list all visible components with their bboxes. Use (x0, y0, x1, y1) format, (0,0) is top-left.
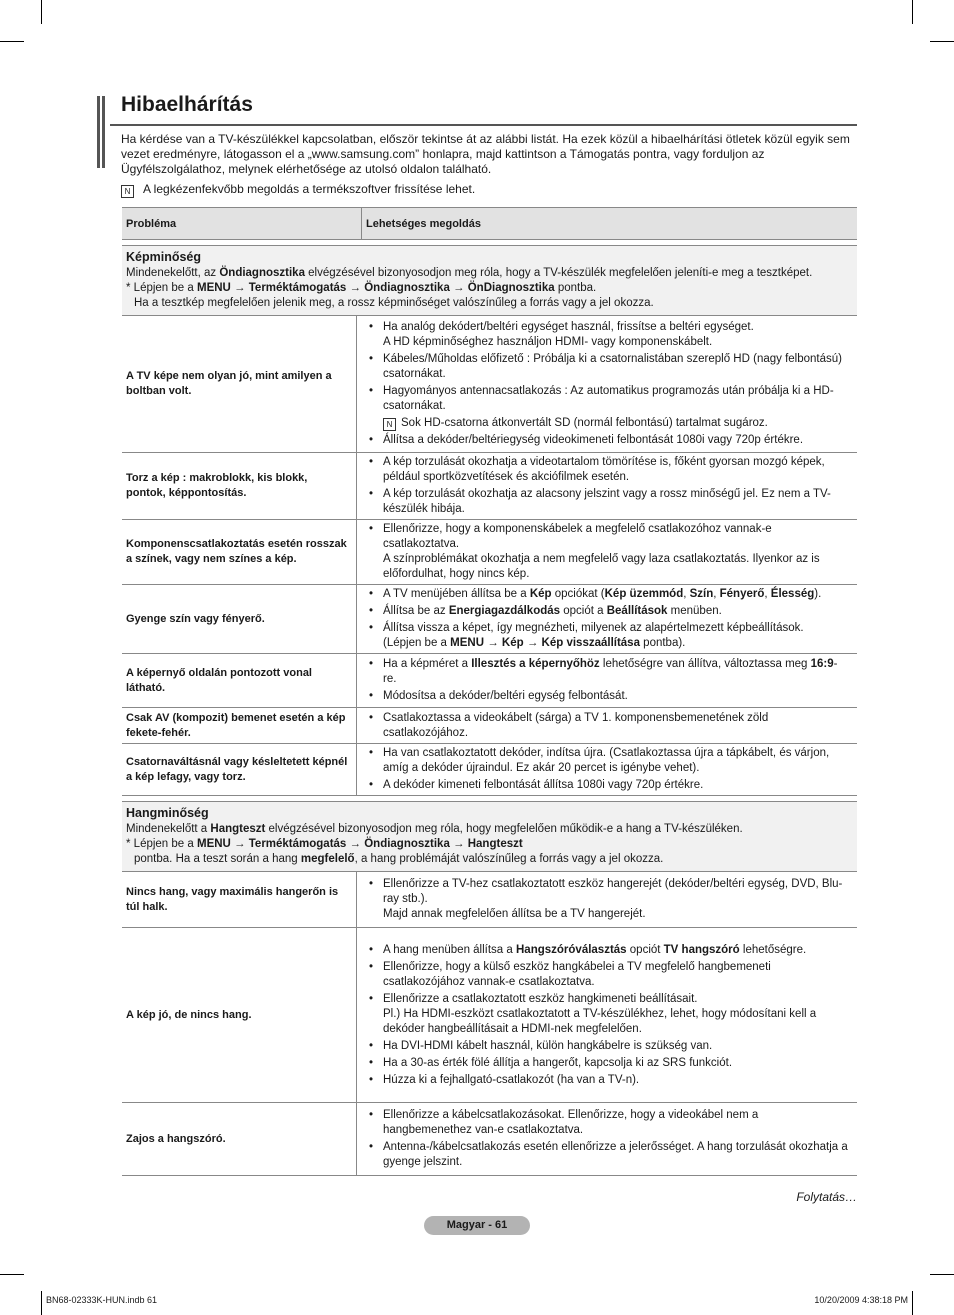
section-line: Ha a tesztkép megfelelően jelenik meg, a rossz képminőséget valószínűleg a forrás vagy a jel okozza. (134, 297, 654, 309)
solution-cell: • Ha van csatlakoztatott dekóder, indítsa újra. (Csatlakoztassa újra a tápkábelt, és várjon, amíg a dekóder újraindul. Ez akár 20 percet is igénybe vehet). • A dekóder kimeneti felbontását állítsa 1080i vagy 720p értékre. (369, 747, 830, 791)
troubleshooting-table (122, 207, 857, 1176)
section-line: Mindenekelőtt, az Öndiagnosztika elvégzésével bizonyosodjon meg róla, hogy a TV-készülék megfelelően jeleníti-e meg a tesztképet. (126, 267, 813, 279)
table-row (122, 520, 857, 585)
section-line: * Lépjen be a MENU → Terméktámogatás → Öndiagnosztika → Hangteszt (126, 838, 523, 850)
crop-mark (41, 1291, 42, 1315)
table-row (122, 1103, 857, 1176)
page-title: Hibaelhárítás (121, 93, 253, 116)
crop-mark (41, 0, 42, 24)
solution-cell: • A kép torzulását okozhatja a videotartalom tömörítése is, főként gyorsan mozgó képek, például sportközvetítések és akciófilmek esetén. • A kép torzulását okozhatja az alacsony jelszint vagy a rossz minőségű jel. Ez nem a TV-készülék hibája. (369, 456, 831, 515)
note-icon: N (121, 185, 134, 198)
problem-cell: Nincs hang, vagy maximális hangerőn is túl halk. (122, 872, 357, 927)
note-icon: N (383, 418, 396, 431)
problem-cell: Zajos a hangszóró. (122, 1103, 357, 1175)
problem-cell: Gyenge szín vagy fényerő. (122, 585, 357, 653)
crop-mark (912, 0, 913, 24)
problem-cell: Csak AV (kompozit) bemenet esetén a kép fekete-fehér. (122, 708, 357, 743)
page-number-badge: Magyar - 61 (424, 1216, 530, 1235)
note-text: A legkézenfekvőbb megoldás a termékszoftver frissítése lehet. (143, 182, 476, 196)
solution-cell: • A hang menüben állítsa a Hangszóróválasztás opciót TV hangszóró lehetőségre. • Ellenőrizze, hogy a külső eszköz hangkábelei a TV megfelelő hangbemeneti csatlakozójához vannak-e csatlakoztatva. • Ellenőrizze a csatlakoztatott eszköz hangkimeneti beállításait. Pl.) Ha HDMI-eszközt csatlakoztatott a TV-készülékhez, lehet, hogy módosítani kell a dekóder hangbeállításait a HDMI-nek megfelelően. • Ha DVI-HDMI kábelt használ, külön hangkábelre is szükség van. • Ha a 30-as érték fölé állítja a hangerőt, kapcsolja ki az SRS funkciót. • Húzza ki a fejhallgató-csatlakozót (ha van a TV-n). (369, 943, 817, 1086)
table-row (122, 928, 857, 1103)
column-header-problem: Probléma (122, 208, 362, 239)
intro-paragraph: Ha kérdése van a TV-készülékkel kapcsolatban, először tekintse át az alábbi listát. Ha ezek közül a hibaelhárítási ötletek közül egyik sem vezet eredményre, látogasson el a „www.samsung.com” honlapra, majd kattintson a Támogatás pontra, vagy forduljon az Ügyfélszolgálathoz, melynek elérhetősége az utolsó oldalon található. (121, 132, 850, 176)
table-row (122, 872, 857, 928)
crop-mark (930, 1274, 954, 1275)
footer-timestamp: 10/20/2009 4:38:18 PM (814, 1295, 908, 1305)
solution-cell: • Ellenőrizze a TV-hez csatlakoztatott eszköz hangerejét (dekóder/beltéri egység, DVD, Blu-ray stb.). Majd annak megfelelően állítsa be a TV hangerejét. (369, 878, 843, 920)
problem-cell: A képernyő oldalán pontozott vonal látható. (122, 654, 357, 707)
problem-cell: Torz a kép : makroblokk, kis blokk, pontok, képpontosítás. (122, 453, 357, 519)
table-row (122, 316, 857, 453)
problem-cell: A kép jó, de nincs hang. (122, 928, 357, 1102)
problem-cell: Komponenscsatlakoztatás esetén rosszak a színek, vagy nem színes a kép. (122, 520, 357, 584)
table-row (122, 585, 857, 654)
section-line: Mindenekelőtt a Hangteszt elvégzésével bizonyosodjon meg róla, hogy megfelelően működik-e a hang a TV-készüléken. (126, 823, 743, 835)
crop-mark (0, 1274, 24, 1275)
solution-cell: • Ellenőrizze a kábelcsatlakozásokat. Ellenőrizze, hogy a videokábel nem a hangbemenethez van-e csatlakoztatva. • Antenna-/kábelcsatlakozás esetén ellenőrizze a jelerősséget. A hang torzulását okozhatja a gyenge jelszint. (369, 1109, 848, 1168)
continued-label: Folytatás… (796, 1190, 857, 1204)
section-heading: Képminőség (126, 250, 202, 264)
section-heading: Hangminőség (126, 806, 209, 820)
section-line: pontba. Ha a teszt során a hang megfelelő, a hang problémáját valószínűleg a forrás vagy a jel okozza. (134, 853, 664, 865)
title-divider (110, 124, 857, 126)
solution-cell: • Ha analóg dekódert/beltéri egységet használ, frissítse a beltéri egységet. A HD képminőséghez használjon HDMI- vagy komponenskábelt. • Kábeles/Műholdas előfizető : Próbálja ki a csatornalistában szereplő HD (nagy felbontású) csatornákat. • Hagyományos antennacsatlakozás : Az automatikus programozás után próbálja ki a HD-csatornákat. N Sok HD-csatorna átkonvertált SD (normál felbontású) tartalmat sugároz. • Állítsa a dekóder/beltériegység videokimeneti felbontását 1080i vagy 720p értékre. (369, 321, 842, 446)
solution-cell: • Ellenőrizze, hogy a komponenskábelek a megfelelő csatlakozóhoz vannak-e csatlakoztatva. A színproblémákat okozhatja a nem megfelelő vagy laza csatlakoztatás. Ilyenkor az is előfordulhat, hogy nincs kép. (369, 523, 820, 580)
solution-cell: • Csatlakoztassa a videokábelt (sárga) a TV 1. komponensbemenetének zöld csatlakozójához. (369, 711, 769, 739)
table-header (122, 207, 857, 240)
problem-cell: A TV képe nem olyan jó, mint amilyen a boltban volt. (122, 316, 357, 452)
table-row (122, 744, 857, 796)
table-row (122, 453, 857, 520)
section-sound-quality (122, 801, 857, 872)
table-row (122, 654, 857, 708)
column-header-solution: Lehetséges megoldás (366, 217, 481, 230)
solution-cell: • Ha a képméret a Illesztés a képernyőhöz lehetőségre van állítva, változtassa meg 16:9-re. • Módosítsa a dekóder/beltéri egység felbontását. (369, 658, 838, 702)
crop-mark (930, 41, 954, 42)
software-update-note (121, 182, 475, 198)
solution-cell: • A TV menüjében állítsa be a Kép opciókat (Kép üzemmód, Szín, Fényerő, Élesség). • Állítsa be az Energiagazdálkodás opciót a Beállítások menüben. • Állítsa vissza a képet, így megnézheti, milyenek az alapértelmezett képbeállítások. (Lépjen be a MENU → Kép → Kép visszaállítása pontba). (369, 588, 822, 649)
footer-file-info: BN68-02333K-HUN.indb 61 (46, 1295, 158, 1305)
table-row (122, 708, 857, 744)
crop-mark (0, 41, 24, 42)
crop-mark (912, 1291, 913, 1315)
problem-cell: Csatornaváltásnál vagy késleltetett képnél a kép lefagy, vagy torz. (122, 744, 357, 795)
section-picture-quality (122, 245, 857, 316)
section-line: * Lépjen be a MENU → Terméktámogatás → Öndiagnosztika → ÖnDiagnosztika pontba. (126, 282, 597, 294)
